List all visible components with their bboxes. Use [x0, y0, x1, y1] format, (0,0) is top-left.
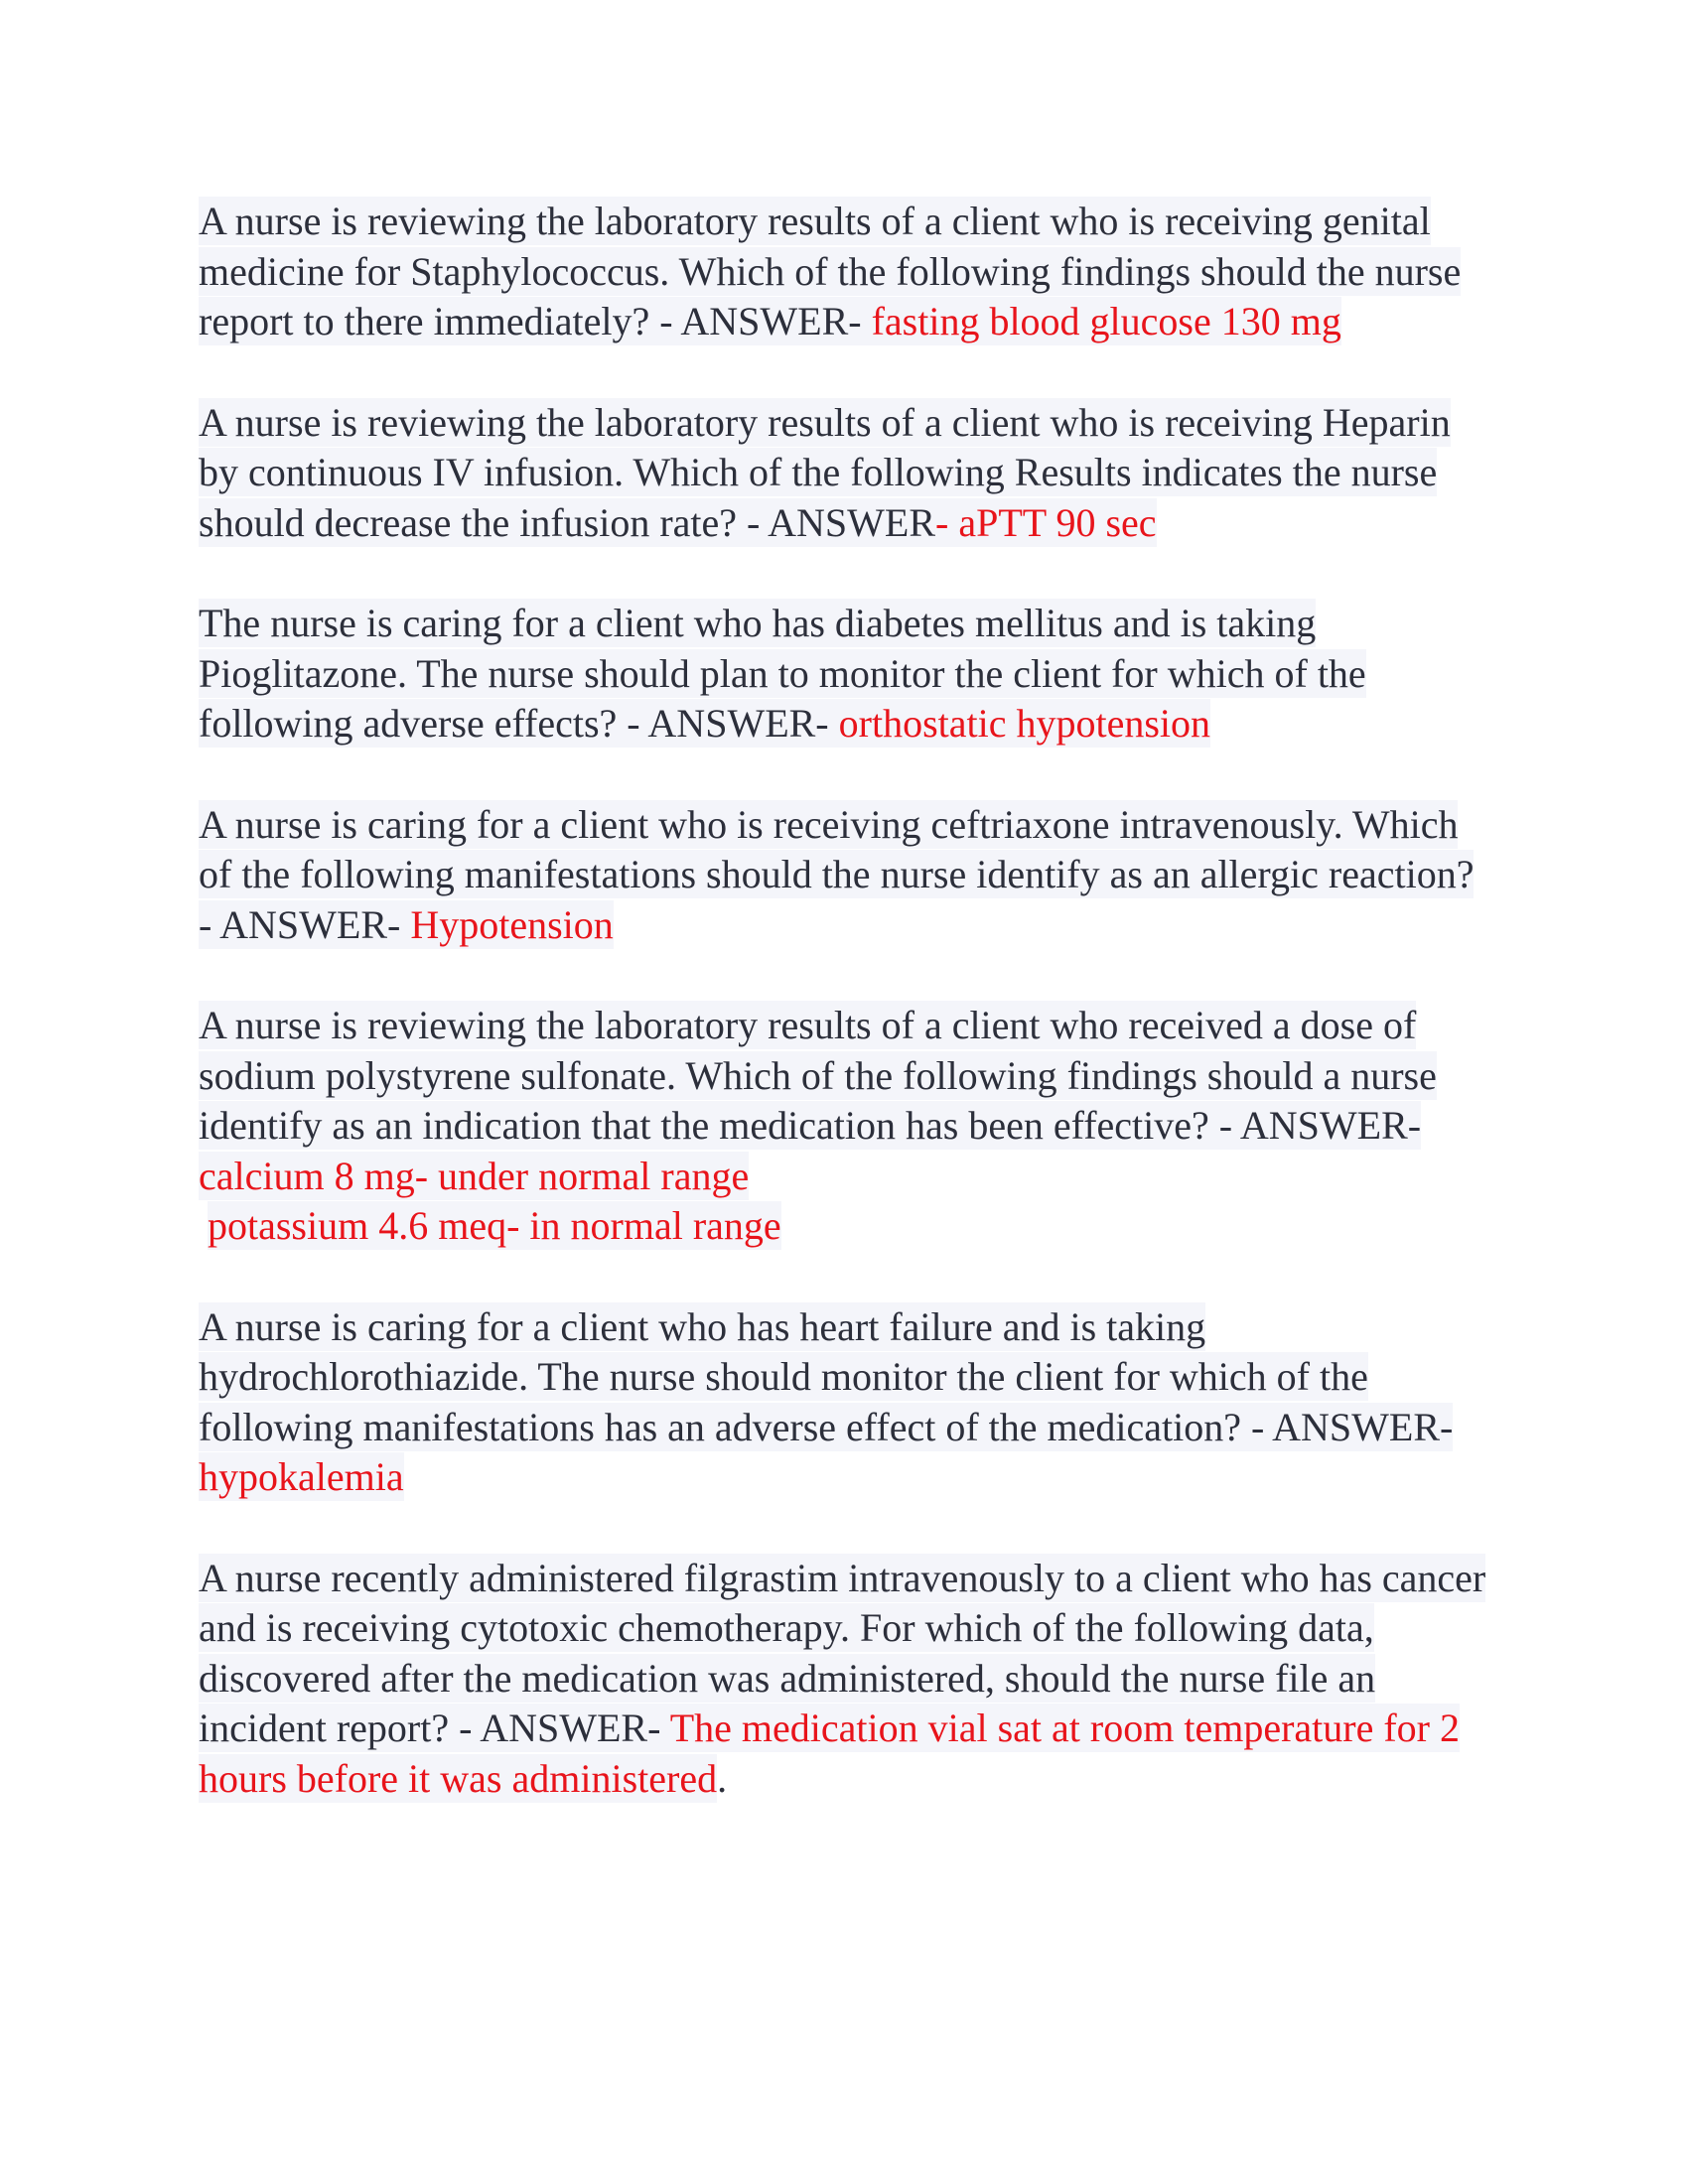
answer-text: orthostatic hypotension — [828, 701, 1211, 746]
qa-item-4 — [199, 800, 1489, 951]
qa-item-7 — [199, 1554, 1489, 1805]
answer-text: - aPTT 90 sec — [935, 499, 1157, 545]
qa-item-2 — [199, 398, 1489, 549]
qa-item-5 — [199, 1001, 1489, 1252]
question-text: A nurse recently administered filgrastim intravenously to a client who has cancer and is receiving cytotoxic chemotherapy. For which of the following data, discovered after the medication was administered, should the nurse file an incident report? - ANSWER- — [199, 1555, 1486, 1750]
question-text: A nurse is reviewing the laboratory results of a client who received a dose of sodium polystyrene sulfonate. Which of the following findings should a nurse identify as an indication that the medication has been effective? - ANSWER- — [199, 1003, 1437, 1148]
answer-text: calcium 8 mg- under normal range — [199, 1153, 750, 1198]
answer-text-line-2: potassium 4.6 meq- in normal range — [208, 1203, 781, 1248]
qa-item-1 — [199, 197, 1489, 347]
document-page — [199, 197, 1489, 1854]
qa-item-3 — [199, 599, 1489, 750]
question-text: A nurse is caring for a client who is receiving ceftriaxone intravenously. Which of the following manifestations should the nurse identify as an allergic reaction? - ANSWER- — [199, 801, 1475, 947]
answer-text: The medication vial sat at room temperature for 2 hours before it was administered — [199, 1706, 1460, 1801]
trailing-period: . — [717, 1755, 728, 1801]
qa-item-6 — [199, 1302, 1489, 1503]
question-text: A nurse is caring for a client who has heart failure and is taking hydrochlorothiazide. The nurse should monitor the client for which of the following manifestations has an adverse effect of the medication? - ANSWER- — [199, 1303, 1454, 1449]
question-text: A nurse is reviewing the laboratory results of a client who is receiving Heparin by continuous IV infusion. Which of the following Results indicates the nurse should decrease the infusion rate? - ANSWER — [199, 399, 1451, 545]
question-text: A nurse is reviewing the laboratory results of a client who is receiving genital medicine for Staphylococcus. Which of the following findings should the nurse report to there immediately? - ANSWER- — [199, 199, 1462, 343]
answer-text: Hypotension — [400, 901, 614, 947]
answer-text: hypokalemia — [199, 1454, 404, 1499]
answer-text: fasting blood glucose 130 mg — [861, 299, 1341, 343]
question-text: The nurse is caring for a client who has diabetes mellitus and is taking Pioglitazone. The nurse should plan to monitor the client for which of the following adverse effects? - ANSWER- — [199, 601, 1366, 746]
